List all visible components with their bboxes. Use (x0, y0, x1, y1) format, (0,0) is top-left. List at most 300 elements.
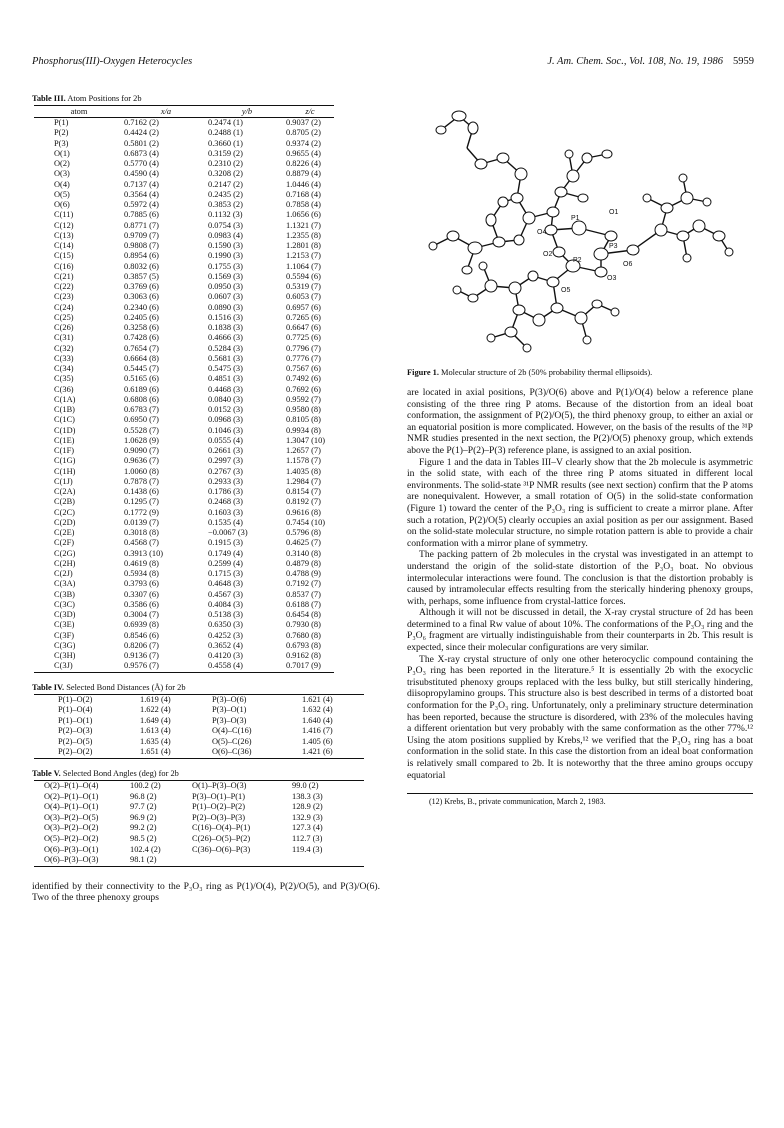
atom-row-cell: 0.0555 (4) (208, 435, 243, 445)
atom-row-cell: 0.6939 (8) (124, 620, 159, 630)
atom-row (34, 292, 334, 302)
atom-row-cell: O(4) (54, 179, 70, 189)
table3-header-y: y/b (208, 106, 286, 118)
atom-row (34, 210, 334, 220)
atom-row-cell: 0.6188 (7) (286, 599, 321, 609)
atom-row-cell: 0.8226 (4) (286, 159, 321, 168)
atom-row (34, 538, 334, 548)
table4-caption (32, 683, 380, 692)
atom-row-cell: 0.6189 (6) (124, 384, 159, 394)
atom-row-cell: 0.8771 (7) (124, 220, 159, 230)
right-column (407, 94, 753, 806)
atom-row-cell: 0.9374 (2) (286, 138, 321, 148)
atom-row (34, 303, 334, 313)
atom-row (34, 272, 334, 282)
atom-row-cell: O(2) (54, 159, 70, 168)
atom-row-cell: 1.2355 (8) (286, 230, 321, 240)
table3-label: Table III. (32, 94, 66, 103)
atom-row-cell: 0.1772 (9) (124, 507, 159, 517)
atom-row-cell: 0.0152 (3) (208, 405, 243, 414)
atom-row (34, 128, 334, 138)
atom-row (34, 508, 334, 518)
atom-row-cell: 0.7858 (4) (286, 200, 321, 209)
atom-row-cell: 0.3063 (6) (124, 292, 159, 302)
atom-row-cell: 0.9136 (7) (124, 651, 159, 660)
atom-row (34, 487, 334, 497)
angle-row-cell: P(2)–O(3)–P(3) (192, 812, 246, 822)
atom-row-cell: 1.3047 (10) (286, 435, 326, 445)
bond-row-cell: P(2)–O(5) (58, 736, 93, 746)
atom-row-cell: 0.4558 (4) (208, 661, 243, 671)
angle-row-cell: O(6)–P(3)–O(3) (44, 855, 99, 865)
footnote-divider (407, 793, 753, 794)
atom-row-cell: C(3E) (54, 620, 75, 630)
atom-row-cell: C(3F) (54, 630, 75, 640)
angle-row-cell: 97.7 (2) (130, 802, 157, 812)
bond-row-cell: P(1)–O(4) (58, 705, 93, 715)
atom-label-o1: O1 (609, 209, 619, 216)
atom-row-cell: 0.1438 (6) (124, 487, 159, 496)
atom-row-cell: C(32) (54, 343, 74, 353)
table3-title: Atom Positions for 2b (67, 94, 142, 103)
angle-row-cell: O(1)–P(3)–O(3) (192, 781, 247, 791)
atom-row-cell: 0.2933 (3) (208, 476, 243, 486)
atom-row-cell: 0.2340 (6) (124, 302, 159, 312)
running-header-right (547, 56, 754, 67)
atom-row-cell: 0.6957 (6) (286, 302, 321, 312)
atom-row-cell: 0.6647 (6) (286, 323, 321, 332)
atom-row-cell: 0.6350 (3) (208, 620, 243, 630)
atom-row-cell: 1.4035 (8) (286, 466, 321, 476)
table3-body (34, 118, 334, 673)
atom-row-cell: 1.1064 (7) (286, 261, 321, 271)
atom-row-cell: 0.9162 (8) (286, 651, 321, 660)
atom-row-cell: C(16) (54, 261, 74, 271)
atom-row-cell: 0.9580 (8) (286, 405, 321, 414)
atom-row-cell: 0.3793 (6) (124, 579, 159, 589)
atom-row-cell: 0.7265 (6) (286, 312, 321, 322)
atom-row-cell: 0.7654 (7) (124, 343, 159, 353)
paragraph-4: Although it will not be discussed in detail, the X-ray crystal structure of 2d has been determined to a final Rw value of about 10%. The conformations of the P₃O₃ ring and the P₃O₆ fragment are virtually indistinguishable from their counterparts in 2b. This result is expected, since their molecular configurations are very similar. (407, 607, 753, 654)
bond-distances-table (34, 694, 364, 760)
atom-row (34, 374, 334, 384)
atom-row-cell: C(24) (54, 302, 74, 312)
atom-row-cell: C(1J) (54, 476, 73, 486)
atom-row-cell: 1.2657 (7) (286, 446, 321, 455)
bond-row-cell: 1.619 (4) (140, 694, 171, 704)
atom-row-cell: 0.9934 (8) (286, 425, 321, 435)
atom-row-cell: 0.7137 (4) (124, 179, 159, 189)
atom-row-cell: C(22) (54, 282, 74, 291)
angle-row-cell: C(26)–O(5)–P(2) (192, 834, 251, 844)
atom-row-cell: P(2) (54, 128, 69, 138)
running-header-left: Phosphorus(III)-Oxygen Heterocycles (32, 56, 193, 67)
molecular-structure-figure (411, 98, 741, 360)
atom-row-cell: 0.6793 (8) (286, 640, 321, 650)
atom-row-cell: 0.1516 (3) (208, 312, 243, 322)
atom-row-cell: 0.6664 (8) (124, 353, 159, 363)
angle-row-cell: 100.2 (2) (130, 781, 161, 791)
atom-row-cell: 0.8954 (6) (124, 251, 159, 261)
atom-row-cell: 0.4625 (7) (286, 538, 321, 548)
bond-row-cell: P(3)–O(3) (212, 715, 247, 725)
bond-row-cell: O(5)–C(26) (212, 736, 252, 746)
atom-row-cell: 0.3208 (2) (208, 169, 243, 179)
bond-row-cell: P(1)–O(2) (58, 694, 93, 704)
atom-row-cell: 0.2488 (1) (208, 128, 243, 138)
atom-row-cell: 0.7930 (8) (286, 620, 321, 630)
atom-row-cell: O(6) (54, 200, 70, 209)
bond-row (34, 747, 364, 758)
atom-label-p1: P1 (571, 215, 580, 222)
atom-label-o3: O3 (607, 275, 617, 282)
atom-row-cell: C(3J) (54, 661, 73, 671)
atom-row-cell: 0.4120 (3) (208, 651, 243, 660)
atom-row-cell: 0.5972 (4) (124, 200, 159, 209)
angle-row-cell: C(16)–O(4)–P(1) (192, 823, 251, 833)
atom-row-cell: 0.1132 (3) (208, 210, 243, 220)
atom-row-cell: 0.3307 (6) (124, 589, 159, 599)
atom-row-cell: 0.6454 (8) (286, 610, 321, 619)
table5-label: Table V. (32, 769, 61, 779)
atom-row-cell: 0.1786 (3) (208, 487, 243, 496)
atom-row (34, 590, 334, 600)
atom-row (34, 569, 334, 579)
bond-row-cell: P(2)–O(3) (58, 726, 93, 736)
angle-row-cell: O(3)–P(2)–O(2) (44, 823, 99, 833)
atom-row-cell: 1.0060 (8) (124, 466, 159, 476)
atom-row (34, 159, 334, 169)
atom-row-cell: 0.2468 (3) (208, 497, 243, 507)
atom-row-cell: P(1) (54, 118, 69, 127)
ortep-drawing (411, 98, 741, 360)
atom-row-cell: 1.2984 (7) (286, 476, 321, 486)
atom-row (34, 313, 334, 323)
angle-row (34, 823, 364, 834)
atom-row-cell: 0.8105 (8) (286, 415, 321, 425)
angle-row (34, 792, 364, 803)
atom-row-cell: 0.5138 (3) (208, 610, 243, 619)
bond-row-cell: 1.640 (4) (302, 715, 333, 725)
bond-row (34, 694, 364, 705)
atom-row-cell: 0.5319 (7) (286, 282, 321, 291)
atom-row-cell: 0.0890 (3) (208, 302, 243, 312)
angle-row-cell: O(4)–P(1)–O(1) (44, 802, 99, 812)
atom-row-cell: C(14) (54, 241, 74, 250)
atom-row (34, 354, 334, 364)
atom-row-cell: 0.7192 (7) (286, 579, 321, 589)
atom-row (34, 549, 334, 559)
table5-caption (32, 769, 380, 778)
atom-row-cell: 0.8192 (7) (286, 497, 321, 507)
table5-body (34, 781, 364, 867)
atom-row-cell: 0.7162 (2) (124, 118, 159, 127)
atom-row-cell: 0.8154 (7) (286, 487, 321, 496)
atom-row-cell: 0.3258 (6) (124, 323, 159, 332)
atom-row-cell: 0.4084 (3) (208, 599, 243, 609)
atom-row-cell: C(1D) (54, 425, 76, 435)
atom-row (34, 385, 334, 395)
atom-row-cell: C(2J) (54, 569, 73, 578)
bond-row-cell: 1.635 (4) (140, 736, 171, 746)
angle-row-cell: 98.5 (2) (130, 834, 157, 844)
angle-row-cell: 96.9 (2) (130, 812, 157, 822)
bond-row-cell: 1.416 (7) (302, 726, 333, 736)
atom-row-cell: 0.1715 (3) (208, 569, 243, 578)
atom-row-cell: 0.4568 (7) (124, 538, 159, 548)
footnote: (12) Krebs, B., private communication, March 2, 1983. (429, 797, 606, 807)
atom-row (34, 180, 334, 190)
atom-row-cell: 0.4468 (3) (208, 384, 243, 394)
atom-row-cell: 0.6808 (6) (124, 394, 159, 404)
bond-row-cell: 1.421 (6) (302, 747, 333, 757)
bond-row (34, 737, 364, 748)
atom-row-cell: 0.6783 (7) (124, 405, 159, 414)
angle-row-cell: P(3)–O(1)–P(1) (192, 791, 246, 801)
atom-row-cell: 0.9655 (4) (286, 148, 321, 158)
atom-row-cell: O(1) (54, 148, 70, 158)
atom-row-cell: C(2C) (54, 507, 75, 517)
angle-row-cell: 127.3 (4) (292, 823, 323, 833)
atom-row-cell: 0.7776 (7) (286, 353, 321, 363)
bond-angles-table (34, 780, 364, 867)
atom-row-cell: 0.6873 (4) (124, 148, 159, 158)
atom-row-cell: 0.3857 (5) (124, 271, 159, 281)
atom-row-cell: 0.2997 (3) (208, 456, 243, 466)
atom-row (34, 405, 334, 415)
atom-row (34, 477, 334, 487)
table4-label: Table IV. (32, 682, 65, 692)
atom-row-cell: 0.3913 (10) (124, 548, 164, 558)
angle-row (34, 802, 364, 813)
atom-row-cell: 0.0754 (3) (208, 220, 243, 230)
atom-row (34, 169, 334, 179)
angle-row-cell: O(2)–P(1)–O(4) (44, 781, 99, 791)
atom-row-cell: C(1A) (54, 394, 76, 404)
atom-row-cell: 0.2599 (4) (208, 558, 243, 568)
atom-row (34, 118, 334, 129)
atom-row-cell: C(3C) (54, 599, 75, 609)
atom-row-cell: 0.2661 (3) (208, 446, 243, 455)
atom-row-cell: 0.2474 (1) (208, 118, 243, 127)
table3-caption (32, 94, 380, 103)
atom-row-cell: 0.7885 (6) (124, 210, 159, 220)
atom-row-cell: C(33) (54, 353, 74, 363)
atom-row-cell: 0.7680 (8) (286, 630, 321, 640)
atom-label-o5: O5 (561, 287, 571, 294)
left-column (32, 94, 380, 904)
atom-row-cell: 0.9090 (7) (124, 446, 159, 455)
atom-row-cell: 0.6950 (7) (124, 415, 159, 425)
atom-row-cell: C(3D) (54, 610, 76, 619)
bond-row-cell: O(4)–C(16) (212, 726, 252, 736)
atom-row-cell: 1.0628 (9) (124, 435, 159, 445)
atom-row-cell: 0.5445 (7) (124, 364, 159, 373)
atom-row-cell: C(34) (54, 364, 74, 373)
atom-row-cell: 0.1749 (4) (208, 548, 243, 558)
table3-header-row (34, 106, 334, 118)
bond-row-cell: 1.649 (4) (140, 715, 171, 725)
atom-row-cell: 0.1755 (3) (208, 261, 243, 271)
atom-row-cell: 0.9592 (7) (286, 394, 321, 404)
atom-row-cell: C(25) (54, 312, 74, 322)
angle-row-cell: 99.0 (2) (292, 781, 319, 791)
bond-row-cell: 1.621 (4) (302, 694, 333, 704)
atom-row-cell: 0.3586 (6) (124, 599, 159, 609)
atom-row-cell: 0.3769 (6) (124, 282, 159, 291)
atom-row-cell: 0.3564 (4) (124, 189, 159, 199)
atom-row-cell: C(23) (54, 292, 74, 302)
atom-row-cell: C(2H) (54, 558, 76, 568)
angle-row-cell: 98.1 (2) (130, 855, 157, 865)
angle-row-cell: 96.8 (2) (130, 791, 157, 801)
atom-row-cell: 0.5165 (6) (124, 374, 159, 384)
atom-row-cell: C(35) (54, 374, 74, 384)
atom-row-cell: 0.5284 (3) (208, 343, 243, 353)
atom-row-cell: 0.7017 (9) (286, 661, 321, 671)
atom-row-cell: 0.7878 (7) (124, 476, 159, 486)
atom-row-cell: 0.7692 (6) (286, 384, 321, 394)
angle-row (34, 855, 364, 866)
atom-row-cell: C(2F) (54, 538, 75, 548)
atom-row-cell: 0.0840 (3) (208, 394, 243, 404)
paragraph-1: are located in axial positions, P(3)/O(6) above and P(1)/O(4) below a reference plane consisting of the three ring P atoms. Because of the distortion from an ideal boat conformation, the assignment of P(2)/O(5), the third phenoxy group, to either an axial or an equatorial position is more complicated. However, on the basis of the results of the ³¹P NMR studies presented in the next section, the P(2)/O(5) phenoxy group, which extends above the P(1)–P(2)–P(3) reference plane, is assigned to an axial position. (407, 387, 753, 456)
atom-row-cell: C(12) (54, 220, 74, 230)
atom-row (34, 282, 334, 292)
atom-row-cell: 0.2405 (6) (124, 312, 159, 322)
atom-row-cell: C(13) (54, 230, 74, 240)
atom-row-cell: 0.4666 (3) (208, 333, 243, 343)
atom-row-cell: 0.3018 (8) (124, 528, 159, 537)
atom-row-cell: 0.3004 (7) (124, 610, 159, 619)
atom-row-cell: 0.4879 (8) (286, 558, 321, 568)
atom-row-cell: 0.7796 (7) (286, 343, 321, 353)
angle-row-cell: P(1)–O(2)–P(2) (192, 802, 246, 812)
atom-row-cell: 0.7492 (6) (286, 374, 321, 384)
atom-row (34, 559, 334, 569)
angle-row-cell: 128.9 (2) (292, 802, 323, 812)
atom-row-cell: 0.4590 (4) (124, 169, 159, 179)
figure-caption (407, 368, 753, 377)
page-number: 5959 (733, 56, 754, 67)
atom-row-cell: 0.1603 (3) (208, 507, 243, 517)
atom-row (34, 446, 334, 456)
atom-row (34, 231, 334, 241)
atom-row-cell: 0.0607 (3) (208, 292, 243, 302)
bond-row-cell: 1.405 (6) (302, 736, 333, 746)
atom-row-cell: 0.3140 (8) (286, 548, 321, 558)
atom-row-cell: C(2E) (54, 528, 75, 537)
atom-row-cell: 0.2147 (2) (208, 179, 243, 189)
atom-row-cell: 0.8206 (7) (124, 640, 159, 650)
atom-row-cell: 0.2435 (2) (208, 189, 243, 199)
atom-label-o2: O2 (543, 251, 553, 258)
atom-row (34, 395, 334, 405)
atom-row (34, 415, 334, 425)
atom-row (34, 426, 334, 436)
atom-row-cell: 0.9616 (8) (286, 507, 321, 517)
bond-row-cell: 1.651 (4) (140, 747, 171, 757)
bond-row (34, 726, 364, 737)
atom-row-cell: C(31) (54, 333, 74, 343)
atom-label-p2: P2 (573, 257, 582, 264)
atom-row-cell: −0.0067 (3) (208, 528, 248, 537)
angle-row-cell: 138.3 (3) (292, 791, 323, 801)
angle-row (34, 845, 364, 856)
bond-row-cell: 1.632 (4) (302, 705, 333, 715)
atom-row (34, 221, 334, 231)
atom-row-cell: 0.7168 (4) (286, 189, 321, 199)
bond-row-cell: O(6)–C(36) (212, 747, 252, 757)
atom-row (34, 436, 334, 446)
atom-row-cell: 0.5770 (4) (124, 159, 159, 168)
bond-row-cell: P(3)–O(6) (212, 694, 247, 704)
angle-row (34, 834, 364, 845)
angle-row-cell: 112.7 (3) (292, 834, 323, 844)
atom-row-cell: 0.5796 (8) (286, 528, 321, 537)
atom-row-cell: 0.3159 (2) (208, 148, 243, 158)
atom-row-cell: 0.4648 (3) (208, 579, 243, 589)
atom-row-cell: 0.7428 (6) (124, 333, 159, 343)
table3-header-z: z/c (286, 106, 334, 118)
atom-row-cell: C(2D) (54, 517, 76, 527)
atom-row-cell: C(2B) (54, 497, 75, 507)
angle-row-cell: O(3)–P(2)–O(5) (44, 812, 99, 822)
atom-row (34, 323, 334, 333)
angle-row-cell: 102.4 (2) (130, 844, 161, 854)
atom-row-cell: 0.1915 (3) (208, 538, 243, 548)
atom-row-cell: 0.3660 (1) (208, 138, 243, 148)
atom-row-cell: 0.4788 (9) (286, 569, 321, 578)
angle-row-cell (292, 855, 364, 866)
atom-row-cell: 0.4567 (3) (208, 589, 243, 599)
atom-row-cell: C(1C) (54, 415, 75, 425)
angle-row-cell: 99.2 (2) (130, 823, 157, 833)
atom-row-cell: 0.5934 (8) (124, 569, 159, 578)
atom-row (34, 528, 334, 538)
atom-row-cell: C(3H) (54, 651, 76, 660)
atom-row (34, 190, 334, 200)
atom-row (34, 262, 334, 272)
atom-row (34, 651, 334, 661)
atom-row-cell: 0.7725 (6) (286, 333, 321, 343)
angle-row-cell: 119.4 (3) (292, 844, 323, 854)
atom-row-cell: 0.7454 (10) (286, 517, 326, 527)
atom-row (34, 344, 334, 354)
bond-row (34, 705, 364, 716)
atom-row-cell: 0.2767 (3) (208, 466, 243, 476)
atom-row-cell: C(1E) (54, 435, 75, 445)
atom-row-cell: C(26) (54, 323, 74, 332)
atom-row (34, 456, 334, 466)
atom-row (34, 620, 334, 630)
atom-row-cell: C(2G) (54, 548, 76, 558)
atom-row (34, 251, 334, 261)
bond-row-cell: P(3)–O(1) (212, 705, 247, 715)
atom-row (34, 139, 334, 149)
atom-row-cell: 0.4424 (2) (124, 128, 159, 138)
angle-row-cell: C(36)–O(6)–P(3) (192, 844, 251, 854)
atom-row (34, 467, 334, 477)
atom-row-cell: C(15) (54, 251, 74, 261)
atom-row-cell: 0.4851 (3) (208, 374, 243, 384)
atom-row-cell: 0.3652 (4) (208, 640, 243, 650)
atom-label-o6: O6 (623, 261, 633, 268)
atom-row-cell: 1.1321 (7) (286, 220, 321, 230)
atom-row-cell: 0.5475 (3) (208, 364, 243, 373)
atom-row-cell: O(3) (54, 169, 70, 179)
atom-row-cell: 0.5594 (6) (286, 271, 321, 281)
